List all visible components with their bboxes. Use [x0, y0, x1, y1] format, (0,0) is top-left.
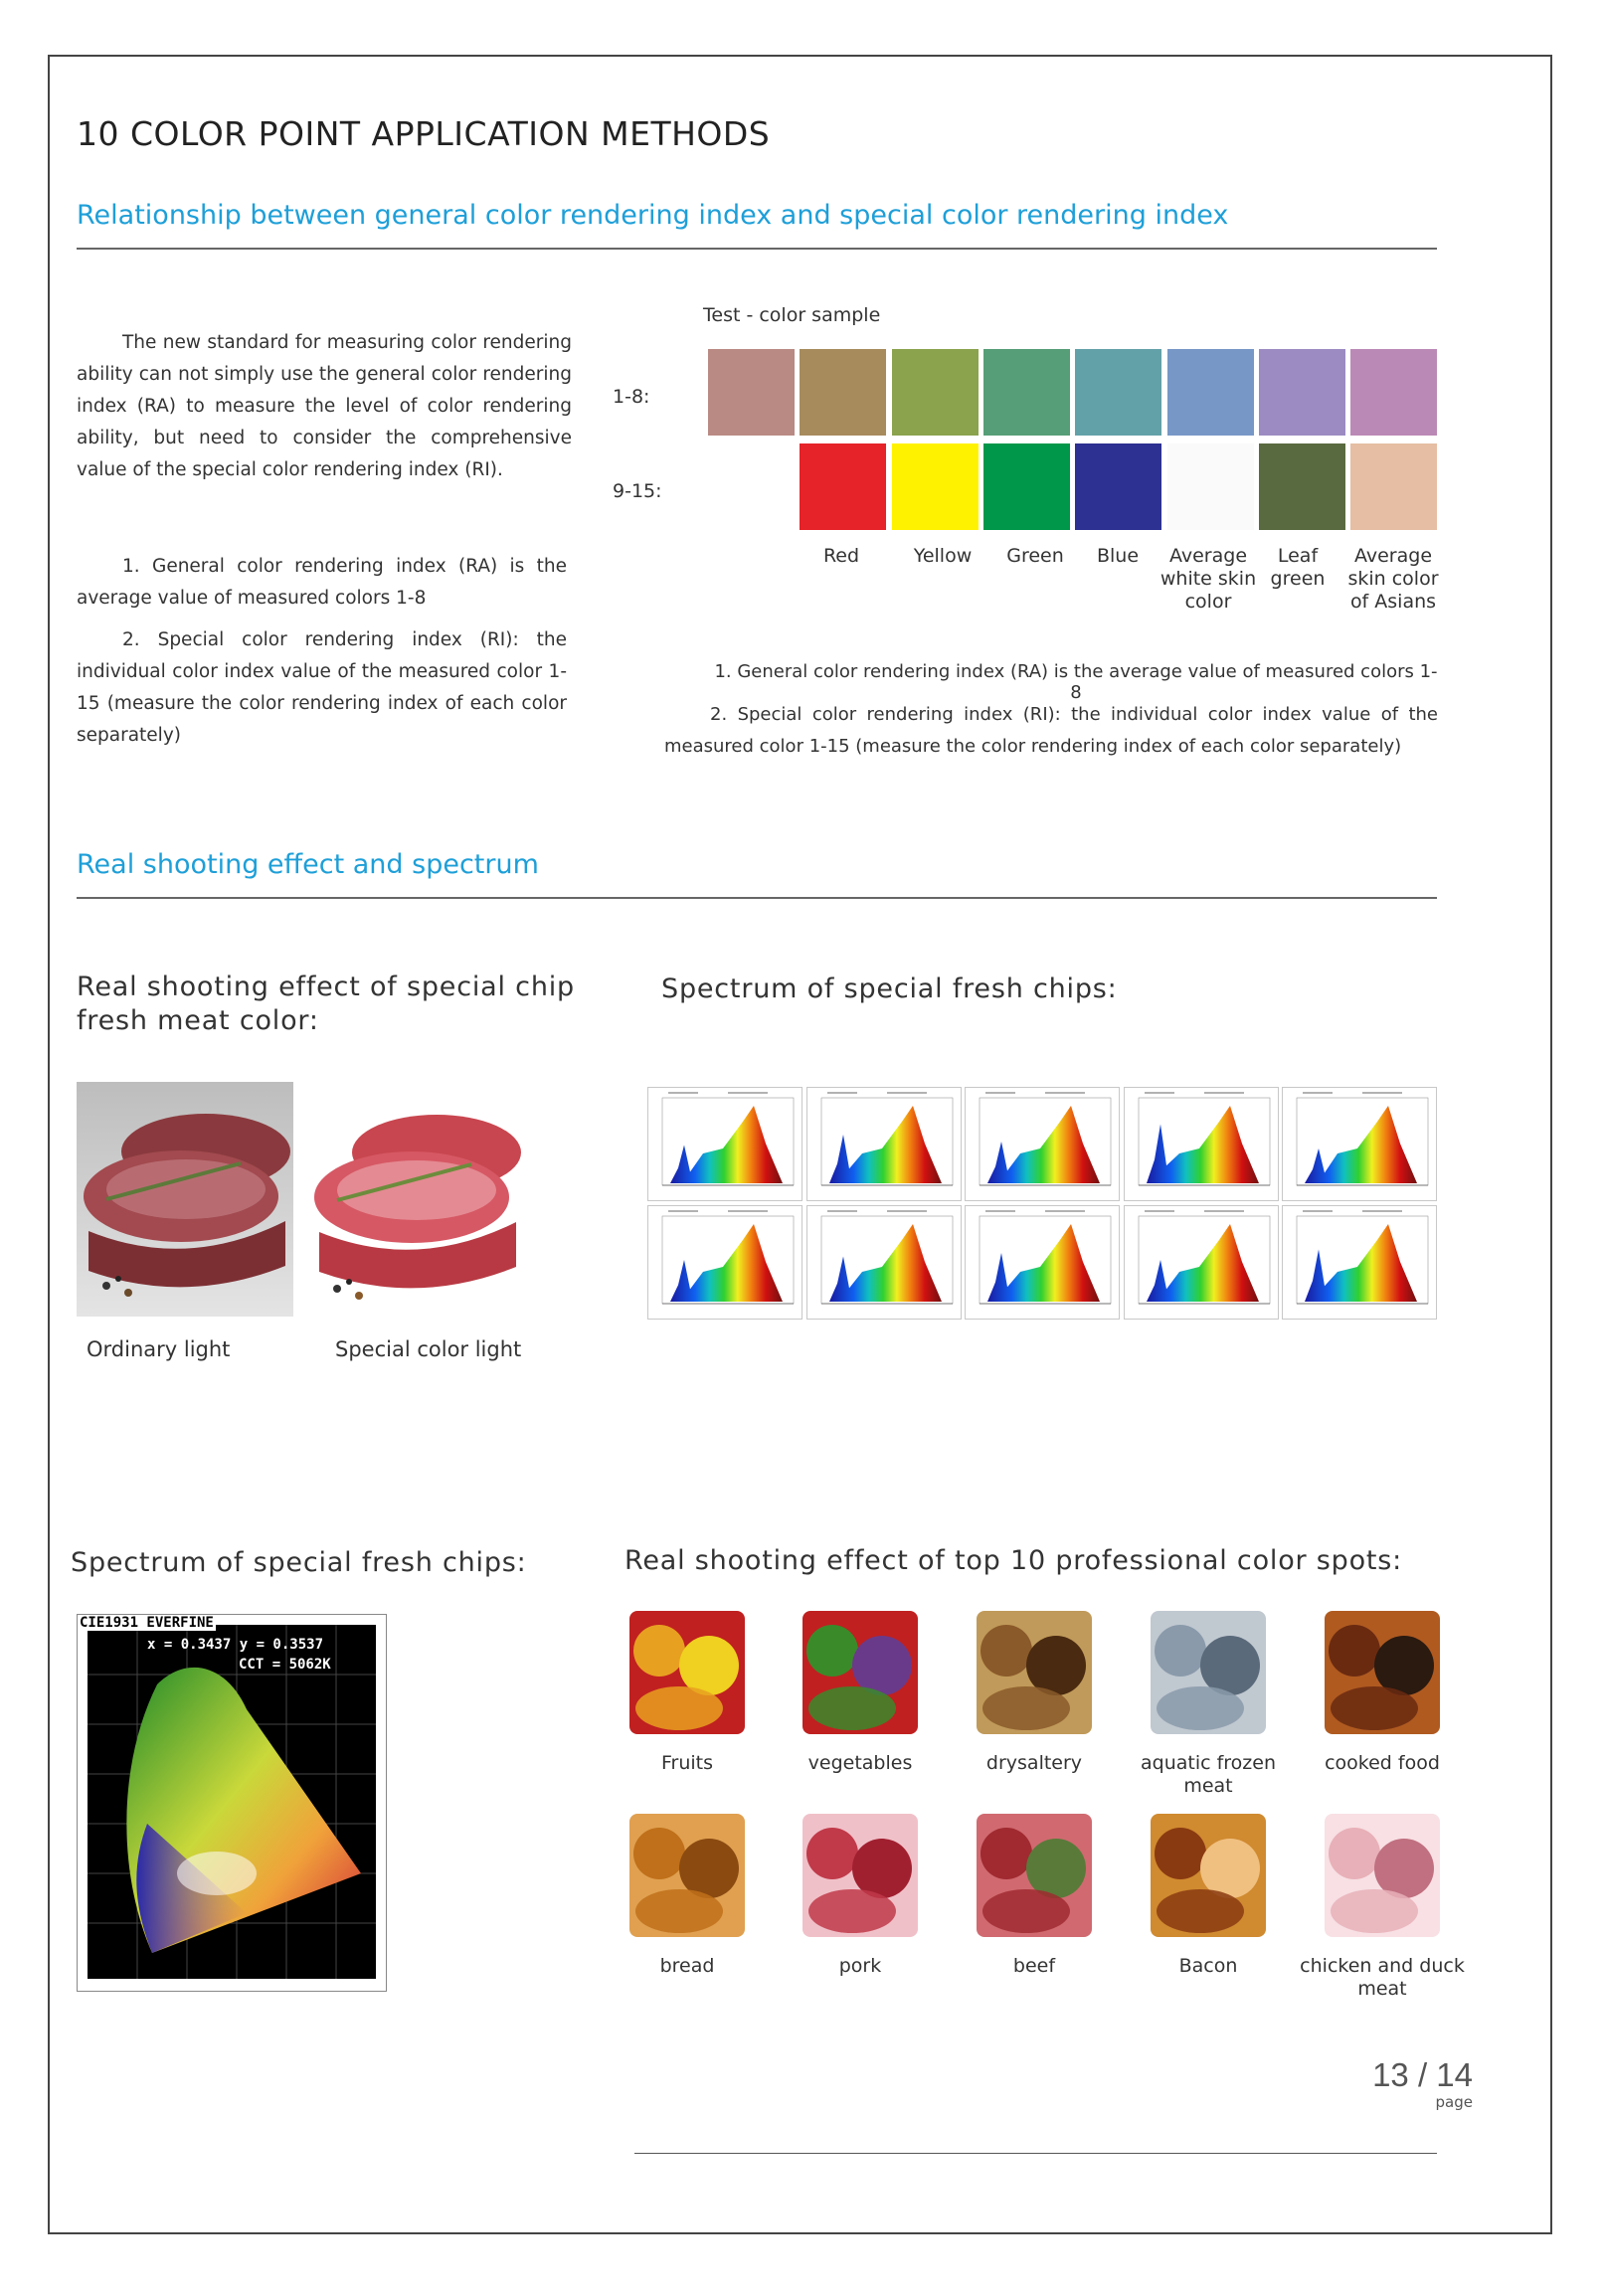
- swatch-label: Average white skin color: [1159, 545, 1257, 613]
- spectrum-heading: Spectrum of special fresh chips:: [661, 973, 1118, 1004]
- color-swatch-10: [892, 443, 979, 530]
- spectrum-chart: [806, 1205, 962, 1320]
- note-general-cri: 1. General color rendering index (RA) is the average value of measured colors 1-8: [77, 556, 567, 609]
- color-swatch-15: [1350, 443, 1437, 530]
- cie-xy-readout: x = 0.3437 y = 0.3537: [147, 1637, 324, 1653]
- page-title: 10 COLOR POINT APPLICATION METHODS: [77, 114, 771, 153]
- spectrum-chart: [965, 1087, 1120, 1201]
- color-spot-label: pork: [838, 1955, 882, 1977]
- spectrum-chart: [806, 1087, 962, 1201]
- color-spot-photo: [977, 1814, 1092, 1937]
- spectrum-chart: [965, 1205, 1120, 1320]
- section-divider: [77, 897, 1437, 899]
- footer-rule: [634, 2153, 1437, 2154]
- section-divider: [77, 248, 1437, 250]
- color-spot-label: drysaltery: [985, 1752, 1083, 1774]
- section-subtitle-real-shooting: Real shooting effect and spectrum: [77, 849, 539, 880]
- meat-photo-heading: Real shooting effect of special chip fresh meat color:: [77, 971, 575, 1036]
- note-special-cri: 2. Special color rendering index (RI): the individual color index value of the measured color 1-15 (measure the color rendering index of each color separately): [77, 629, 567, 746]
- color-spot-photo: [629, 1611, 745, 1734]
- spectrum-chart: [1282, 1205, 1437, 1320]
- color-spot-photo: [1151, 1611, 1266, 1734]
- color-swatch-12: [1075, 443, 1161, 530]
- cie-diagram: [77, 1614, 387, 1992]
- spectrum-chart: [1124, 1087, 1279, 1201]
- intro-paragraph: The new standard for measuring color rendering ability can not simply use the general color rendering index (RA) to measure the level of color rendering ability, but need to consider the comprehensive value of the special color rendering index (RI).: [77, 332, 572, 480]
- color-spot-label: bread: [659, 1955, 715, 1977]
- color-swatch-4: [983, 349, 1070, 436]
- swatch-label: Yellow: [913, 545, 973, 567]
- test-color-sample-label: Test - color sample: [703, 304, 881, 326]
- color-swatch-7: [1259, 349, 1345, 436]
- swatch-label: Average skin color of Asians: [1347, 545, 1439, 613]
- spectrum-chart: [1124, 1205, 1279, 1320]
- color-swatch-6: [1167, 349, 1254, 436]
- color-spot-label: Fruits: [660, 1752, 714, 1774]
- color-spot-photo: [802, 1814, 918, 1937]
- color-spot-photo: [1325, 1611, 1440, 1734]
- meat-photo-ordinary-light: [77, 1082, 293, 1317]
- cie-heading: Spectrum of special fresh chips:: [71, 1547, 527, 1578]
- page-word: page: [1435, 2093, 1473, 2111]
- color-spot-photo: [1325, 1814, 1440, 1937]
- color-spot-photo: [629, 1814, 745, 1937]
- color-spot-label: chicken and duck meat: [1300, 1955, 1465, 2000]
- color-spot-label: beef: [1012, 1955, 1056, 1977]
- cie-cct-readout: CCT = 5062K: [239, 1657, 331, 1673]
- spectrum-chart: [647, 1087, 802, 1201]
- color-swatch-8: [1350, 349, 1437, 436]
- color-spot-label: Bacon: [1178, 1955, 1238, 1977]
- color-spot-photo: [802, 1611, 918, 1734]
- row-1-8-label: 1-8:: [613, 386, 650, 408]
- color-spot-photo: [977, 1611, 1092, 1734]
- right-note-special-cri: 2. Special color rendering index (RI): the individual color index value of the measured color 1-15 (measure the color rendering index of each color separately): [664, 704, 1438, 757]
- color-swatch-2: [800, 349, 886, 436]
- photo-caption-special: Special color light: [335, 1337, 522, 1361]
- color-swatch-5: [1075, 349, 1161, 436]
- color-swatch-11: [983, 443, 1070, 530]
- right-note-general-cri: 1. General color rendering index (RA) is the average value of measured colors 1-8: [714, 661, 1438, 703]
- swatch-label: Red: [822, 545, 860, 567]
- color-swatch-1: [708, 349, 795, 436]
- page-number: 13 / 14: [1372, 2056, 1473, 2093]
- color-swatch-13: [1167, 443, 1254, 530]
- color-spots-heading: Real shooting effect of top 10 professional color spots:: [624, 1545, 1403, 1576]
- swatch-label: Green: [1006, 545, 1064, 567]
- swatch-label: Leaf green: [1270, 545, 1326, 590]
- color-spot-label: aquatic frozen meat: [1140, 1752, 1276, 1797]
- meat-photo-special-light: [307, 1098, 524, 1317]
- spectrum-chart: [1282, 1087, 1437, 1201]
- color-swatch-3: [892, 349, 979, 436]
- color-spot-label: cooked food: [1325, 1752, 1440, 1774]
- row-9-15-label: 9-15:: [613, 480, 662, 502]
- color-spot-photo: [1151, 1814, 1266, 1937]
- color-swatch-9: [800, 443, 886, 530]
- swatch-label: Blue: [1096, 545, 1140, 567]
- section-subtitle-relationship: Relationship between general color rendering index and special color rendering index: [77, 200, 1229, 231]
- spectrum-chart: [647, 1205, 802, 1320]
- cie-brand-label: CIE1931 EVERFINE: [80, 1615, 214, 1631]
- color-spot-label: vegetables: [807, 1752, 913, 1774]
- color-swatch-14: [1259, 443, 1345, 530]
- photo-caption-ordinary: Ordinary light: [87, 1337, 231, 1361]
